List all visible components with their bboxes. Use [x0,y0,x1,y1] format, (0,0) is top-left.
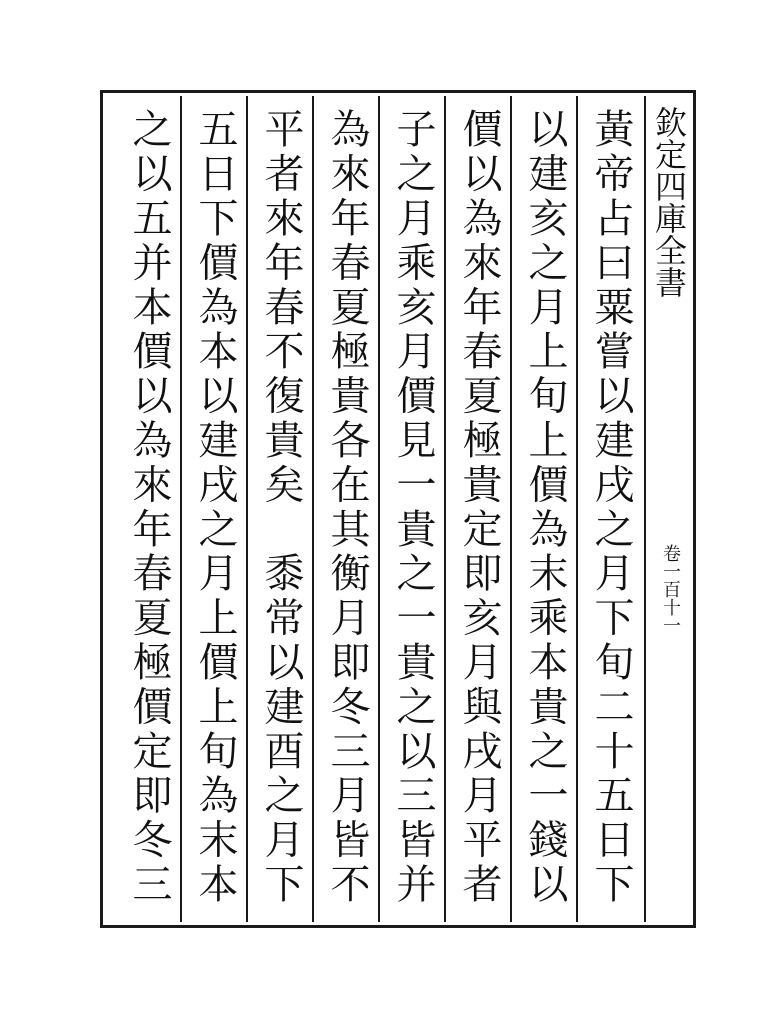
text-column-7: 五日下價為本以建戌之月上價上旬為末本 [192,108,238,908]
text-column-4: 子之月乘亥月價見一貴之一貴之以三皆并 [390,108,436,908]
book-title: 欽定四庫全書 [650,106,688,298]
text-column-6: 平者來年春不復貴矣 黍常以建酉之月下 [258,108,304,908]
text-column-3: 價以為來年春夏極貴定即亥月與戌月平者 [456,108,502,908]
margin-column [644,96,690,922]
text-column-8: 之以五并本價以為來年春夏極價定即冬三 [126,108,172,908]
text-column-1: 黃帝占曰粟嘗以建戌之月下旬二十五日下 [588,108,634,908]
volume-number: 卷一百十一 [660,544,681,634]
text-column-5: 為來年春夏極貴各在其衡月即冬三月皆不 [324,108,370,908]
text-column-2: 以建亥之月上旬上價為末乘本貴之一錢以 [522,108,568,908]
